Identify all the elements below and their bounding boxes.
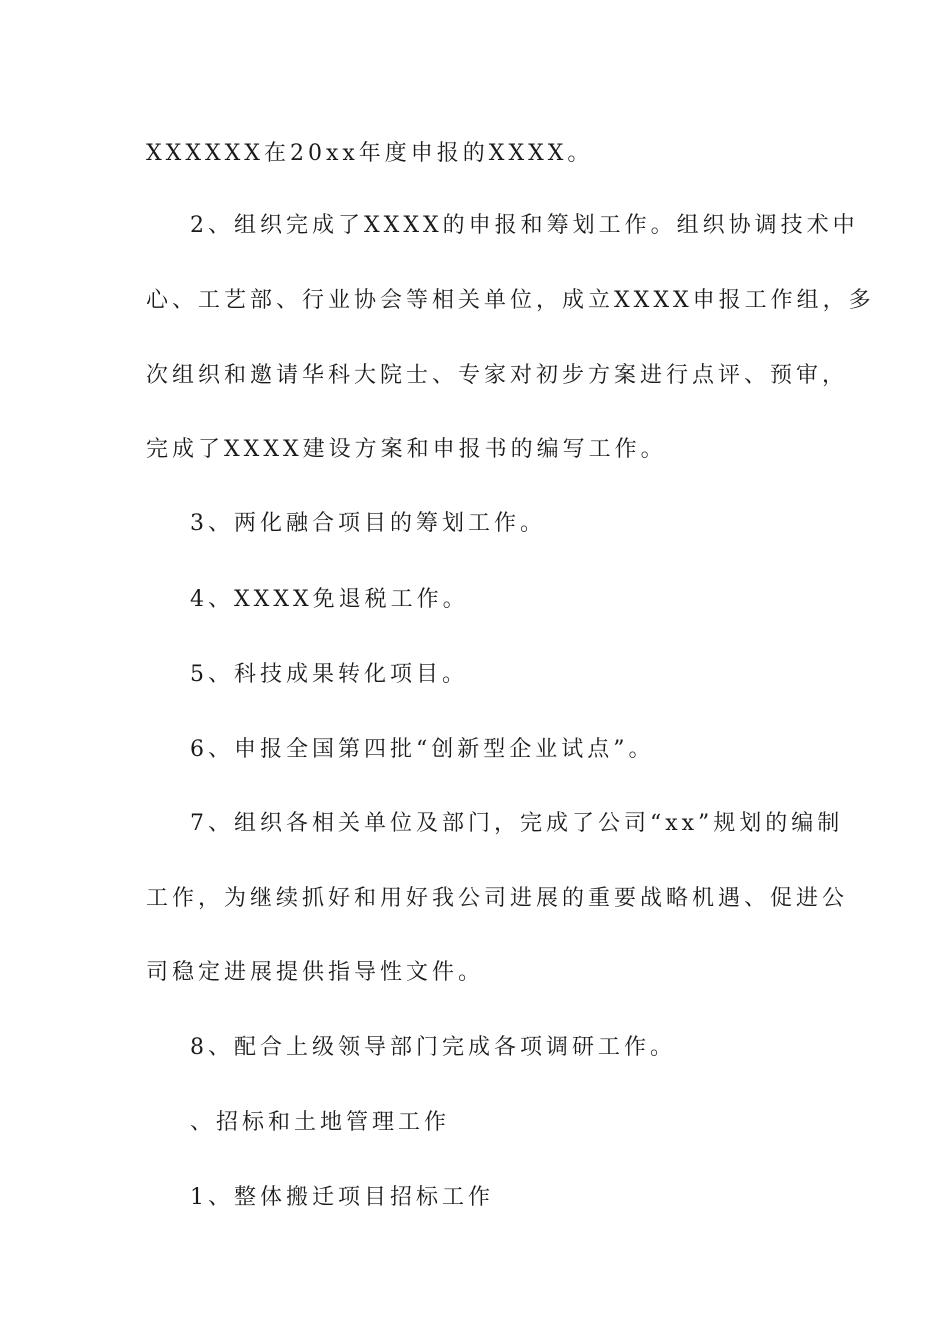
- paragraph-item-2: 2、组织完成了XXXX的申报和筹划工作。组织协调技术中: [190, 213, 859, 238]
- text-line: 司稳定进展提供指导性文件。: [146, 960, 485, 985]
- paragraph-item-1: 1、整体搬迁项目招标工作: [190, 1185, 494, 1210]
- paragraph-item-5: 5、科技成果转化项目。: [190, 662, 468, 687]
- section-heading: 、招标和土地管理工作: [190, 1110, 451, 1135]
- paragraph-item-8: 8、配合上级领导部门完成各项调研工作。: [190, 1035, 676, 1060]
- paragraph-item-4: 4、XXXX免退税工作。: [190, 587, 469, 612]
- paragraph-item-3: 3、两化融合项目的筹划工作。: [190, 511, 546, 536]
- text-line: 完成了XXXX建设方案和申报书的编写工作。: [146, 437, 667, 462]
- text-line: XXXXXX在20xx年度申报的XXXX。: [146, 141, 594, 166]
- text-line: 工作，为继续抓好和用好我公司进展的重要战略机遇、促进公: [146, 886, 849, 911]
- text-line: 次组织和邀请华科大院士、专家对初步方案进行点评、预审，: [146, 363, 849, 388]
- paragraph-item-6: 6、申报全国第四批“创新型企业试点”。: [190, 737, 655, 762]
- text-line: 心、工艺部、行业协会等相关单位，成立XXXX申报工作组，多: [146, 288, 875, 313]
- paragraph-item-7: 7、组织各相关单位及部门，完成了公司“xx”规划的编制: [190, 811, 844, 836]
